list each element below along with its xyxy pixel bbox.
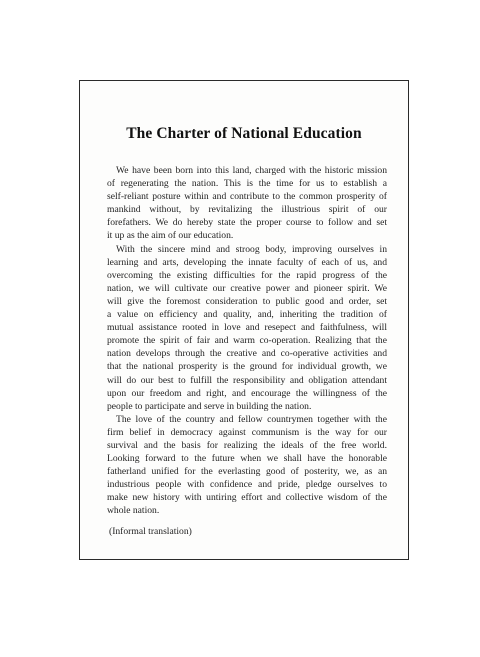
text-line: Looking forward to the future when we shall have the honorable xyxy=(107,453,387,465)
text-line: promote the spirit of fair and warm co-operation. Realizing that the xyxy=(107,335,387,347)
text-line: nation, we will cultivate our creative power and pioneer spirit. We xyxy=(107,282,387,294)
document-title: The Charter of National Education xyxy=(126,125,362,142)
paragraph-1 xyxy=(107,164,387,243)
text-line: people to participate and serve in building the nation. xyxy=(107,400,312,412)
text-line: firm belief in democracy against communism is the way for our xyxy=(107,426,387,438)
translation-note: (Informal translation) xyxy=(109,526,192,537)
text-line: fatherland unified for the everlasting good of posterity, we, as an xyxy=(107,466,387,478)
text-line: survival and the basis for realizing the ideals of the free world. xyxy=(107,439,387,451)
text-line: learning and arts, developing the innate faculty of each of us, and xyxy=(107,256,387,268)
text-line: overcoming the existing difficulties for the rapid progress of the xyxy=(107,269,387,281)
document-page xyxy=(79,80,409,560)
document-body xyxy=(107,164,387,518)
text-line: self-reliant posture within and contribute to the common prosperity of xyxy=(107,191,387,203)
text-line: will do our best to fulfill the responsibility and obligation attendant xyxy=(107,374,387,386)
text-line: a value on efficiency and quality, and, inheriting the tradition of xyxy=(107,309,387,321)
paragraph-3 xyxy=(107,413,387,518)
text-line: nation develops through the creative and co-operative activities and xyxy=(107,348,387,360)
text-line: industrious people with confidence and pride, pledge ourselves to xyxy=(107,479,387,491)
text-line: The love of the country and fellow countrymen together with the xyxy=(116,413,387,425)
text-line: mankind without, by revitalizing the illustrious spirit of our xyxy=(107,204,387,216)
text-line: it up as the aim of our education. xyxy=(107,230,234,242)
text-line: of regenerating the nation. This is the time for us to establish a xyxy=(107,178,387,190)
text-line: will give the foremost consideration to public good and order, set xyxy=(107,295,387,307)
text-line: upon our freedom and right, and encourage the willingness of the xyxy=(107,387,387,399)
text-line: make new history with untiring effort and collective wisdom of the xyxy=(107,492,387,504)
text-line: We have been born into this land, charged with the historic mission xyxy=(116,165,387,176)
text-line: forefathers. We do hereby state the proper course to follow and set xyxy=(107,217,387,229)
text-line: whole nation. xyxy=(107,505,160,517)
paragraph-2 xyxy=(107,243,387,413)
text-line: With the sincere mind and stroog body, improving ourselves in xyxy=(116,243,387,255)
text-line: mutual assistance rooted in love and resepect and faithfulness, will xyxy=(107,322,387,334)
text-line: that the national prosperity is the ground for individual growth, we xyxy=(107,361,387,373)
